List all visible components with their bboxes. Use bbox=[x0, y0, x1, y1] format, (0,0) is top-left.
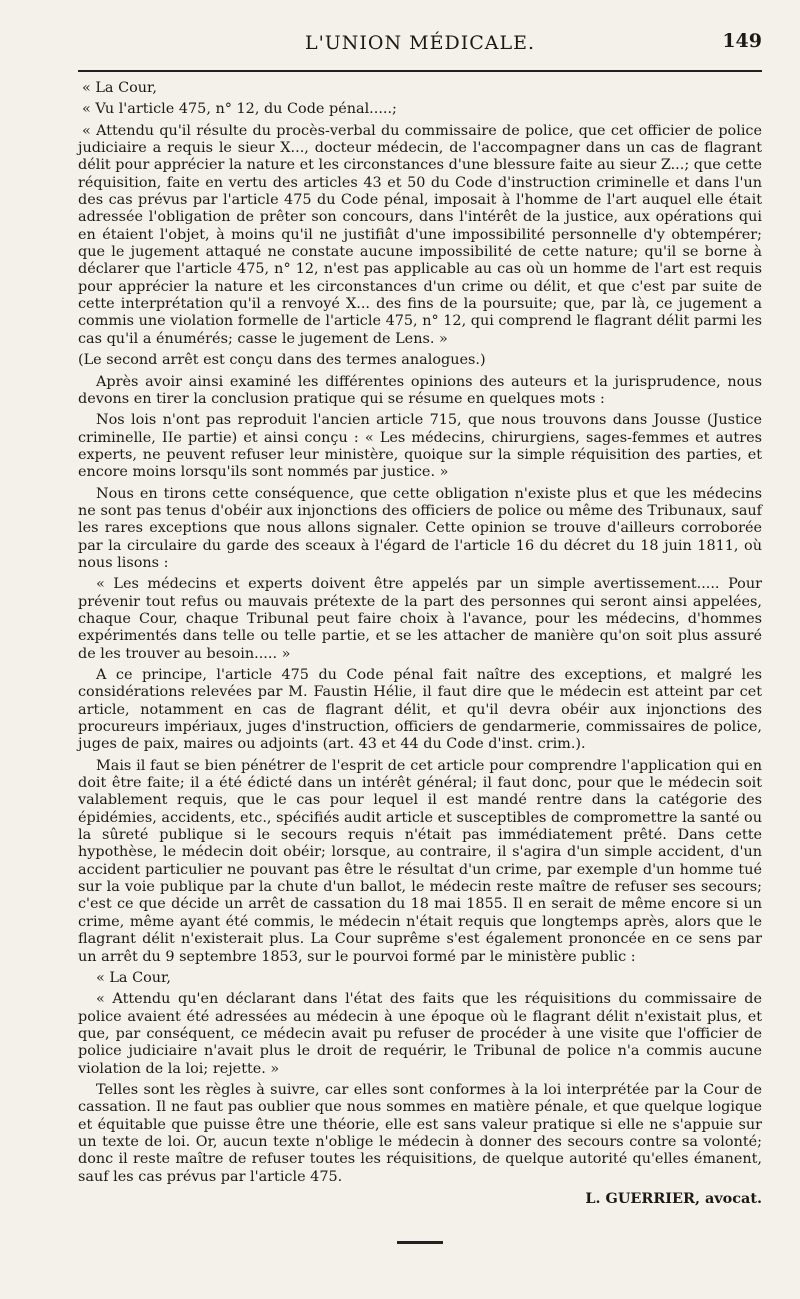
paragraph-regles: Telles sont les règles à suivre, car elles sont conformes à la loi interprétée par la Cour de cassation. Il ne faut pas oublier que nous sommes en matière pénale, et que quelque logique et équitable que puisse être une théorie, elle est sans valeur pratique si elle ne s'appuie sur un texte de loi. Or, aucun texte n'oblige le médecin à donner des secours contre sa volonté; donc il reste maître de refuser toutes les réquisitions, de quelque autorité qu'elles émanent, sauf les cas prévus par l'article 475. bbox=[78, 1081, 762, 1185]
paragraph-nos-lois: Nos lois n'ont pas reproduit l'ancien article 715, que nous trouvons dans Jousse (Justice criminelle, IIe partie) et ainsi conçu : « Les médecins, chirurgiens, sages-femmes et autres experts, ne peuvent refuser leur ministère, quoique sur la simple réquisition des parties, et encore moins lorsqu'ils sont nommés par justice. » bbox=[78, 412, 762, 481]
article-body bbox=[78, 80, 762, 1207]
header-rule bbox=[78, 70, 762, 72]
journal-title: L'UNION MÉDICALE. bbox=[304, 32, 536, 54]
paragraph-consequence: Nous en tirons cette conséquence, que cette obligation n'existe plus et que les médecins ne sont pas tenus d'obéir aux injonctions des officiers de police ou même des Tribunaux, sauf les rares exceptions que nous allons signaler. Cette opinion se trouve d'ailleurs corroborée par la circulaire du garde des sceaux à l'égard de l'article 16 du décret du 18 juin 1811, où nous lisons : bbox=[78, 485, 762, 571]
author-signature: L. GUERRIER, avocat. bbox=[585, 1189, 762, 1207]
paragraph-vu-article: « Vu l'article 475, n° 12, du Code pénal.....; bbox=[82, 101, 397, 118]
paragraph-cour-1: « La Cour, bbox=[82, 80, 157, 96]
paragraph-second-arret: (Le second arrêt est conçu dans des termes analogues.) bbox=[78, 352, 486, 369]
running-header bbox=[78, 28, 762, 68]
paragraph-principe: A ce principe, l'article 475 du Code pénal fait naître des exceptions, et malgré les considérations relevées par M. Faustin Hélie, il faut dire que le médecin est atteint par cet article, notamment en cas de flagrant délit, et qu'il devra obéir aux injonctions des procureurs impériaux, juges d'instruction, officiers de gendarmerie, commissaires de police, juges de paix, maires ou adjoints (art. 43 et 44 du Code d'inst. crim.). bbox=[78, 667, 762, 753]
paragraph-conclusion: Après avoir ainsi examiné les différentes opinions des auteurs et la jurisprudence, nous devons en tirer la conclusion pratique qui se résume en quelques mots : bbox=[78, 373, 762, 407]
paragraph-circulaire-quote: « Les médecins et experts doivent être appelés par un simple avertissement..... Pour prévenir tout refus ou mauvais prétexte de la part des personnes qui seront ainsi appelées, chaque Cour, chaque Tribunal peut faire choix à l'avance, pour les médecins, d'hommes expérimentés dans telle ou telle partie, et se les attacher de manière qu'on soit plus assuré de les trouver au besoin..... » bbox=[78, 576, 762, 662]
paragraph-attendu-1: « Attendu qu'il résulte du procès-verbal du commissaire de police, que cet officier de police judiciaire a requis le sieur X..., docteur médecin, de l'accompagner dans un cas de flagrant délit pour apprécier la nature et les circonstances d'une blessure faite au sieur Z...; que cette réquisition, faite en vertu des articles 43 et 50 du Code d'instruction criminelle et dans l'un des cas prévus par l'article 475 du Code pénal, imposait à l'homme de l'art auquel elle était adressée l'obligation de prêter son concours, dans l'intérêt de la justice, aux opérations qui en étaient l'objet, à moins qu'il ne justifiât d'une impossibilité personnelle d'y obtempérer; que le jugement attaqué ne constate aucune impossibilité de cette nature; qu'il se borne à déclarer que l'article 475, n° 12, n'est pas applicable au cas où un homme de l'art est requis pour apprécier la nature et les circonstances d'un crime ou délit, et que c'est par suite de cette interprétation qu'il a renvoyé X... des fins de la poursuite; que, par là, ce jugement a commis une violation formelle de l'article 475, n° 12, qui comprend le flagrant délit parmi les cas qu'il a énumérés; casse le jugement de Lens. » bbox=[78, 122, 762, 347]
end-rule bbox=[397, 1241, 443, 1244]
paragraph-esprit-article: Mais il faut se bien pénétrer de l'esprit de cet article pour comprendre l'application qui en doit être faite; il a été édicté dans un intérêt général; il faut donc, pour que le médecin soit valablement requis, que le cas pour lequel il est mandé rentre dans la catégorie des épidémies, accidents, etc., spécifiés audit article et susceptibles de compromettre la santé ou la sûreté publique si le secours requis n'était pas immédiatement prêté. Dans cette hypothèse, le médecin doit obéir; lorsque, au contraire, il s'agira d'un simple accident, d'un accident particulier ne pouvant pas être le résultat d'un crime, par exemple d'un homme tué sur la voie publique par la chute d'un ballot, le médecin reste maître de refuser ses secours; c'est ce que décide un arrêt de cassation du 18 mai 1855. Il en serait de même encore si un crime, même ayant été commis, le médecin n'était requis que longtemps après, alors que le flagrant délit n'existerait plus. La Cour suprême s'est également prononcée en ce sens par un arrêt du 9 septembre 1853, sur le pourvoi formé par le ministère public : bbox=[78, 757, 762, 965]
paragraph-attendu-2: « Attendu qu'en déclarant dans l'état des faits que les réquisitions du commissaire de police avaient été adressées au médecin à une époque où le flagrant délit n'existait plus, et que, par conséquent, ce médecin avait pu refuser de procéder à une visite que l'officier de police judiciaire n'avait plus le droit de requérir, le Tribunal de police n'a commis aucune violation de la loi; rejette. » bbox=[78, 991, 762, 1077]
page-number: 149 bbox=[722, 30, 762, 52]
paragraph-cour-2: « La Cour, bbox=[96, 969, 171, 986]
